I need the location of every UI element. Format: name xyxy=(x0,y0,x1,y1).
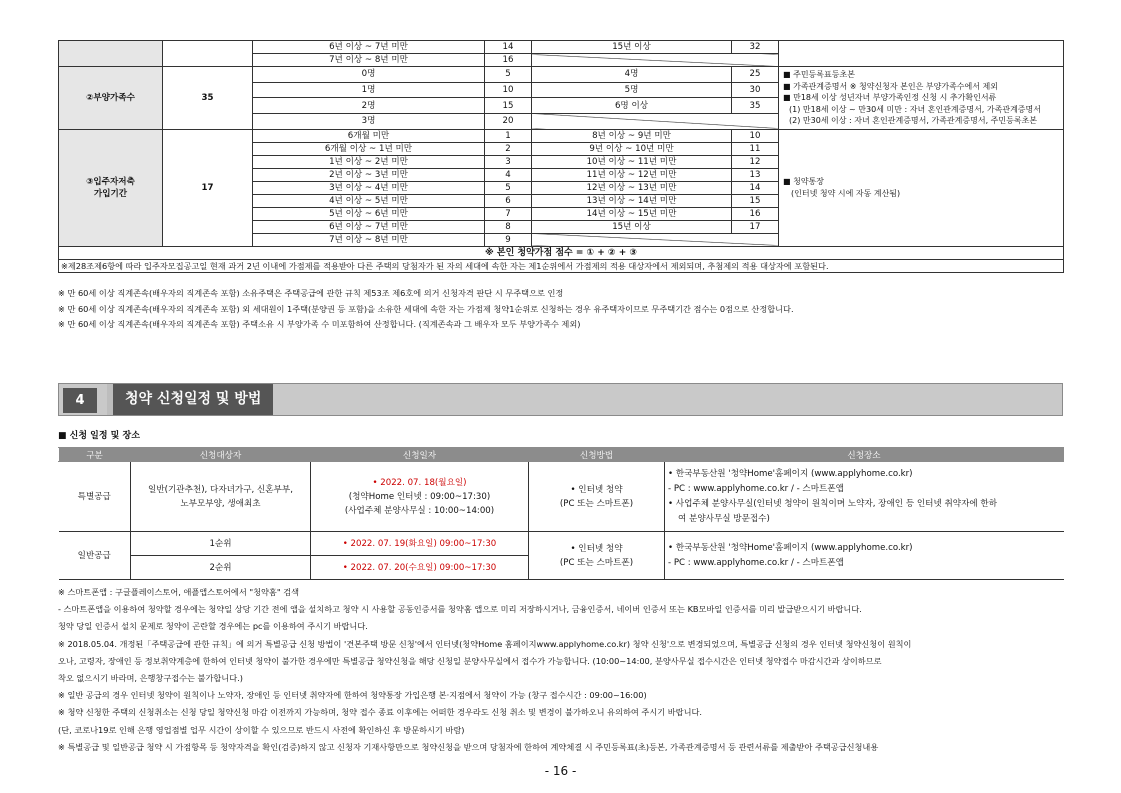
table-row: 일반공급 1순위 • 2022. 07. 19(화요일) 09:00~17:30 • 인터넷 청약 (PC 또는 스마트폰) • 한국부동산원 '청약Home'홈페이지 (www.applyhome.co.kr) - PC : www.applyhome.co.kr / - 스마트폰앱 xyxy=(59,532,1064,556)
table-row: 7년 이상 ~ 8년 미만 9 xyxy=(59,233,1064,246)
section-number: 4 xyxy=(63,388,97,413)
header-method: 신청방법 xyxy=(529,448,665,462)
header-place: 신청장소 xyxy=(665,448,1064,462)
table-row: 3년 이상 ~ 4년 미만 5 12년 이상 ~ 13년 미만 14 xyxy=(59,181,1064,194)
table-row: 6년 이상 ~ 7년 미만 8 15년 이상 17 xyxy=(59,220,1064,233)
table-row: 2명 15 6명 이상 35 xyxy=(59,98,1064,114)
table-row: 6년 이상 ~ 7년 미만 14 15년 이상 32 xyxy=(59,41,1064,54)
note-line: - 스마트폰앱을 이용하여 청약할 경우에는 청약일 상당 기간 전에 앱을 설치하고 청약 시 사용할 공동인증서를 청약홈 앱으로 미리 저장하시거나, 금융인증서, 네이버 인증서 또는 KB모바일 인증서를 미리 발급받으시기 바랍니다. xyxy=(58,604,862,615)
note-line: 청약 당일 인증서 설치 문제로 청약이 곤란할 경우에는 pc를 이용하여 주시기 바랍니다. xyxy=(58,621,368,632)
table-row: 1년 이상 ~ 2년 미만 3 10년 이상 ~ 11년 미만 12 xyxy=(59,155,1064,168)
note-line: ※ 스마트폰앱 : 구글플레이스토어, 애플앱스토어에서 "청약홈" 검색 xyxy=(58,587,300,597)
savings-category: ③입주자저축 가입기간 xyxy=(59,129,163,246)
schedule-heading: ■ 신청 일정 및 장소 xyxy=(58,431,140,441)
dependents-points: 35 xyxy=(163,67,253,130)
notes-bottom xyxy=(58,584,1063,756)
note-line: 오나, 고령자, 장애인 등 정보취약계층에 한하여 인터넷 청약이 불가한 경우에만 특별공급 청약신청을 해당 신청일 분양사무실에서 접수가 가능합니다. (10:00~14:00, 분양사무실 접수시간은 인터넷 청약접수 마감시간과 상이하므로 xyxy=(58,655,882,666)
savings-points: 17 xyxy=(163,129,253,246)
section-header xyxy=(58,383,1063,416)
note-line: ※ 만 60세 이상 직계존속(배우자의 직계존속 포함) 외 세대원이 1주택(분양권 등 포함)을 소유한 세대에 속한 자는 가점제 청약1순위로 신청하는 경우 유주택자이므로 무주택기간 점수는 0점으로 산정합니다. xyxy=(58,303,794,314)
schedule-table xyxy=(58,447,1064,580)
table-row: 6개월 이상 ~ 1년 미만 2 9년 이상 ~ 10년 미만 11 xyxy=(59,142,1064,155)
dependents-notes: ■ 주민등록표등초본 ■ 가족관계증명서 ※ 청약신청자 본인은 부양가족수에서 제외 ■ 만18세 이상 성년자녀 부양가족인정 신청 시 추가확인서류 (1) 만18세 이상 ~ 만30세 미만 : 자녀 혼인관계증명서, 가족관계증명서 (2) 만30세 이상 : 자녀 혼인관계증명서, 가족관계증명서, 주민등록초본 xyxy=(779,67,1064,130)
note-line: 착오 없으시기 바라며, 은행창구접수는 불가합니다.) xyxy=(58,673,243,684)
table-footnote: ※제28조제6항에 따라 입주자모집공고일 현재 과거 2년 이내에 가점제를 적용받아 다른 주택의 당첨자가 된 자의 세대에 속한 자는 제1순위에서 가점제의 적용 대상자에서 제외되며, 추첨제의 적용 대상자에 포함된다. xyxy=(59,259,1064,272)
note-line: ※ 만 60세 이상 직계존속(배우자의 직계존속 포함) 소유주택은 주택공급에 관한 규칙 제53조 제6호에 의거 신청자격 판단 시 무주택으로 인정 xyxy=(58,288,564,298)
table-row: 7년 이상 ~ 8년 미만 16 xyxy=(59,54,1064,67)
table-row: 특별공급 일반(기관추천), 다자녀가구, 신혼부부, 노부모부양, 생애최초 • 2022. 07. 18(월요일) (청약Home 인터넷 : 09:00~17:30) (사업주체 분양사무실 : 10:00~14:00) • 인터넷 청약 (PC 또는 스마트폰) • 한국부동산원 '청약Home'홈페이지 (www.applyhome.co.kr) - PC : www.applyhome.co.kr / - 스마트폰앱 • 사업주체 분양사무실(인터넷 청약이 원칙이며 노약자, 장애인 등 인터넷 취약자에 한하 여 분양사무실 방문접수) xyxy=(59,462,1064,532)
section-title: 청약 신청일정 및 방법 xyxy=(113,384,273,415)
footnote-row xyxy=(59,259,1064,272)
table-row: 1명 10 5명 30 xyxy=(59,82,1064,98)
total-row xyxy=(59,246,1064,259)
table-header-row xyxy=(59,448,1064,462)
notes-top xyxy=(58,286,1063,333)
table-row: 3명 20 xyxy=(59,113,1064,129)
table-row: ②부양가족수 35 0명 5 4명 25 ■ 주민등록표등초본 ■ 가족관계증명서 ※ 청약신청자 본인은 부양가족수에서 제외 ■ 만18세 이상 성년자녀 부양가족인정 신청 시 추가확인서류 (1) 만18세 이상 ~ 만30세 미만 : 자녀 혼인관계증명서, 가족관계증명서 (2) 만30세 이상 : 자녀 혼인관계증명서, 가족관계증명서, 주민등록초본 xyxy=(59,67,1064,83)
header-date: 신청일자 xyxy=(311,448,529,462)
total-formula: ※ 본인 청약가점 점수 = ① + ② + ③ xyxy=(59,246,1064,259)
note-line: ※ 일반 공급의 경우 인터넷 청약이 원칙이나 노약자, 장애인 등 인터넷 취약자에 한하여 청약통장 가입은행 본·지점에서 청약이 가능 (창구 접수시간 : 09:00~16:00) xyxy=(58,690,647,701)
score-table xyxy=(58,40,1064,273)
table-row: 2년 이상 ~ 3년 미만 4 11년 이상 ~ 12년 미만 13 xyxy=(59,168,1064,181)
note-line: ※ 청약 신청한 주택의 신청취소는 신청 당일 청약신청 마감 이전까지 가능하며, 청약 접수 종료 이후에는 어떠한 경우라도 신청 취소 및 변경이 불가하오니 유의하여 주시기 바랍니다. xyxy=(58,707,702,718)
page-number: - 16 - xyxy=(544,764,577,778)
header-target: 신청대상자 xyxy=(131,448,311,462)
table-row: 4년 이상 ~ 5년 미만 6 13년 이상 ~ 14년 미만 15 xyxy=(59,194,1064,207)
savings-notes: ■ 청약통장 (인터넷 청약 시에 자동 계산됨) xyxy=(779,129,1064,246)
note-line: (단, 코로나19로 인해 은행 영업점별 업무 시간이 상이할 수 있으므로 반드시 사전에 확인하신 후 방문하시기 바람) xyxy=(58,724,465,735)
dependents-category: ②부양가족수 xyxy=(59,67,163,130)
header-category: 구분 xyxy=(59,448,131,462)
table-row: 2순위 • 2022. 07. 20(수요일) 09:00~17:30 xyxy=(59,556,1064,580)
table-row: ③입주자저축 가입기간 17 6개월 미만 1 8년 이상 ~ 9년 미만 10 ■ 청약통장 (인터넷 청약 시에 자동 계산됨) xyxy=(59,129,1064,142)
note-line: ※ 특별공급 및 일반공급 청약 시 가점항목 등 청약자격을 확인(검증)하지 않고 신청자 기재사항만으로 청약신청을 받으며 당첨자에 한하여 계약체결 시 주민등록표(초)등본, 가족관계증명서 등 관련서류를 제출받아 주택공급신청내용 xyxy=(58,741,879,752)
table-row: 5년 이상 ~ 6년 미만 7 14년 이상 ~ 15년 미만 16 xyxy=(59,207,1064,220)
note-line: ※ 2018.05.04. 개정된「주택공급에 관한 규칙」에 의거 특별공급 신청 방법이 '견본주택 방문 신청'에서 인터넷(청약Home 홈페이지www.applyhome.co.kr) 청약 신청'으로 변경되었으며, 특별공급 신청의 경우 인터넷 청약신청이 원칙이 xyxy=(58,638,912,649)
note-line: ※ 만 60세 이상 직계존속(배우자의 직계존속 포함) 주택소유 시 부양가족 수 미포함하여 산정합니다. (직계존속과 그 배우자 모두 부양가족수 제외) xyxy=(58,319,581,329)
